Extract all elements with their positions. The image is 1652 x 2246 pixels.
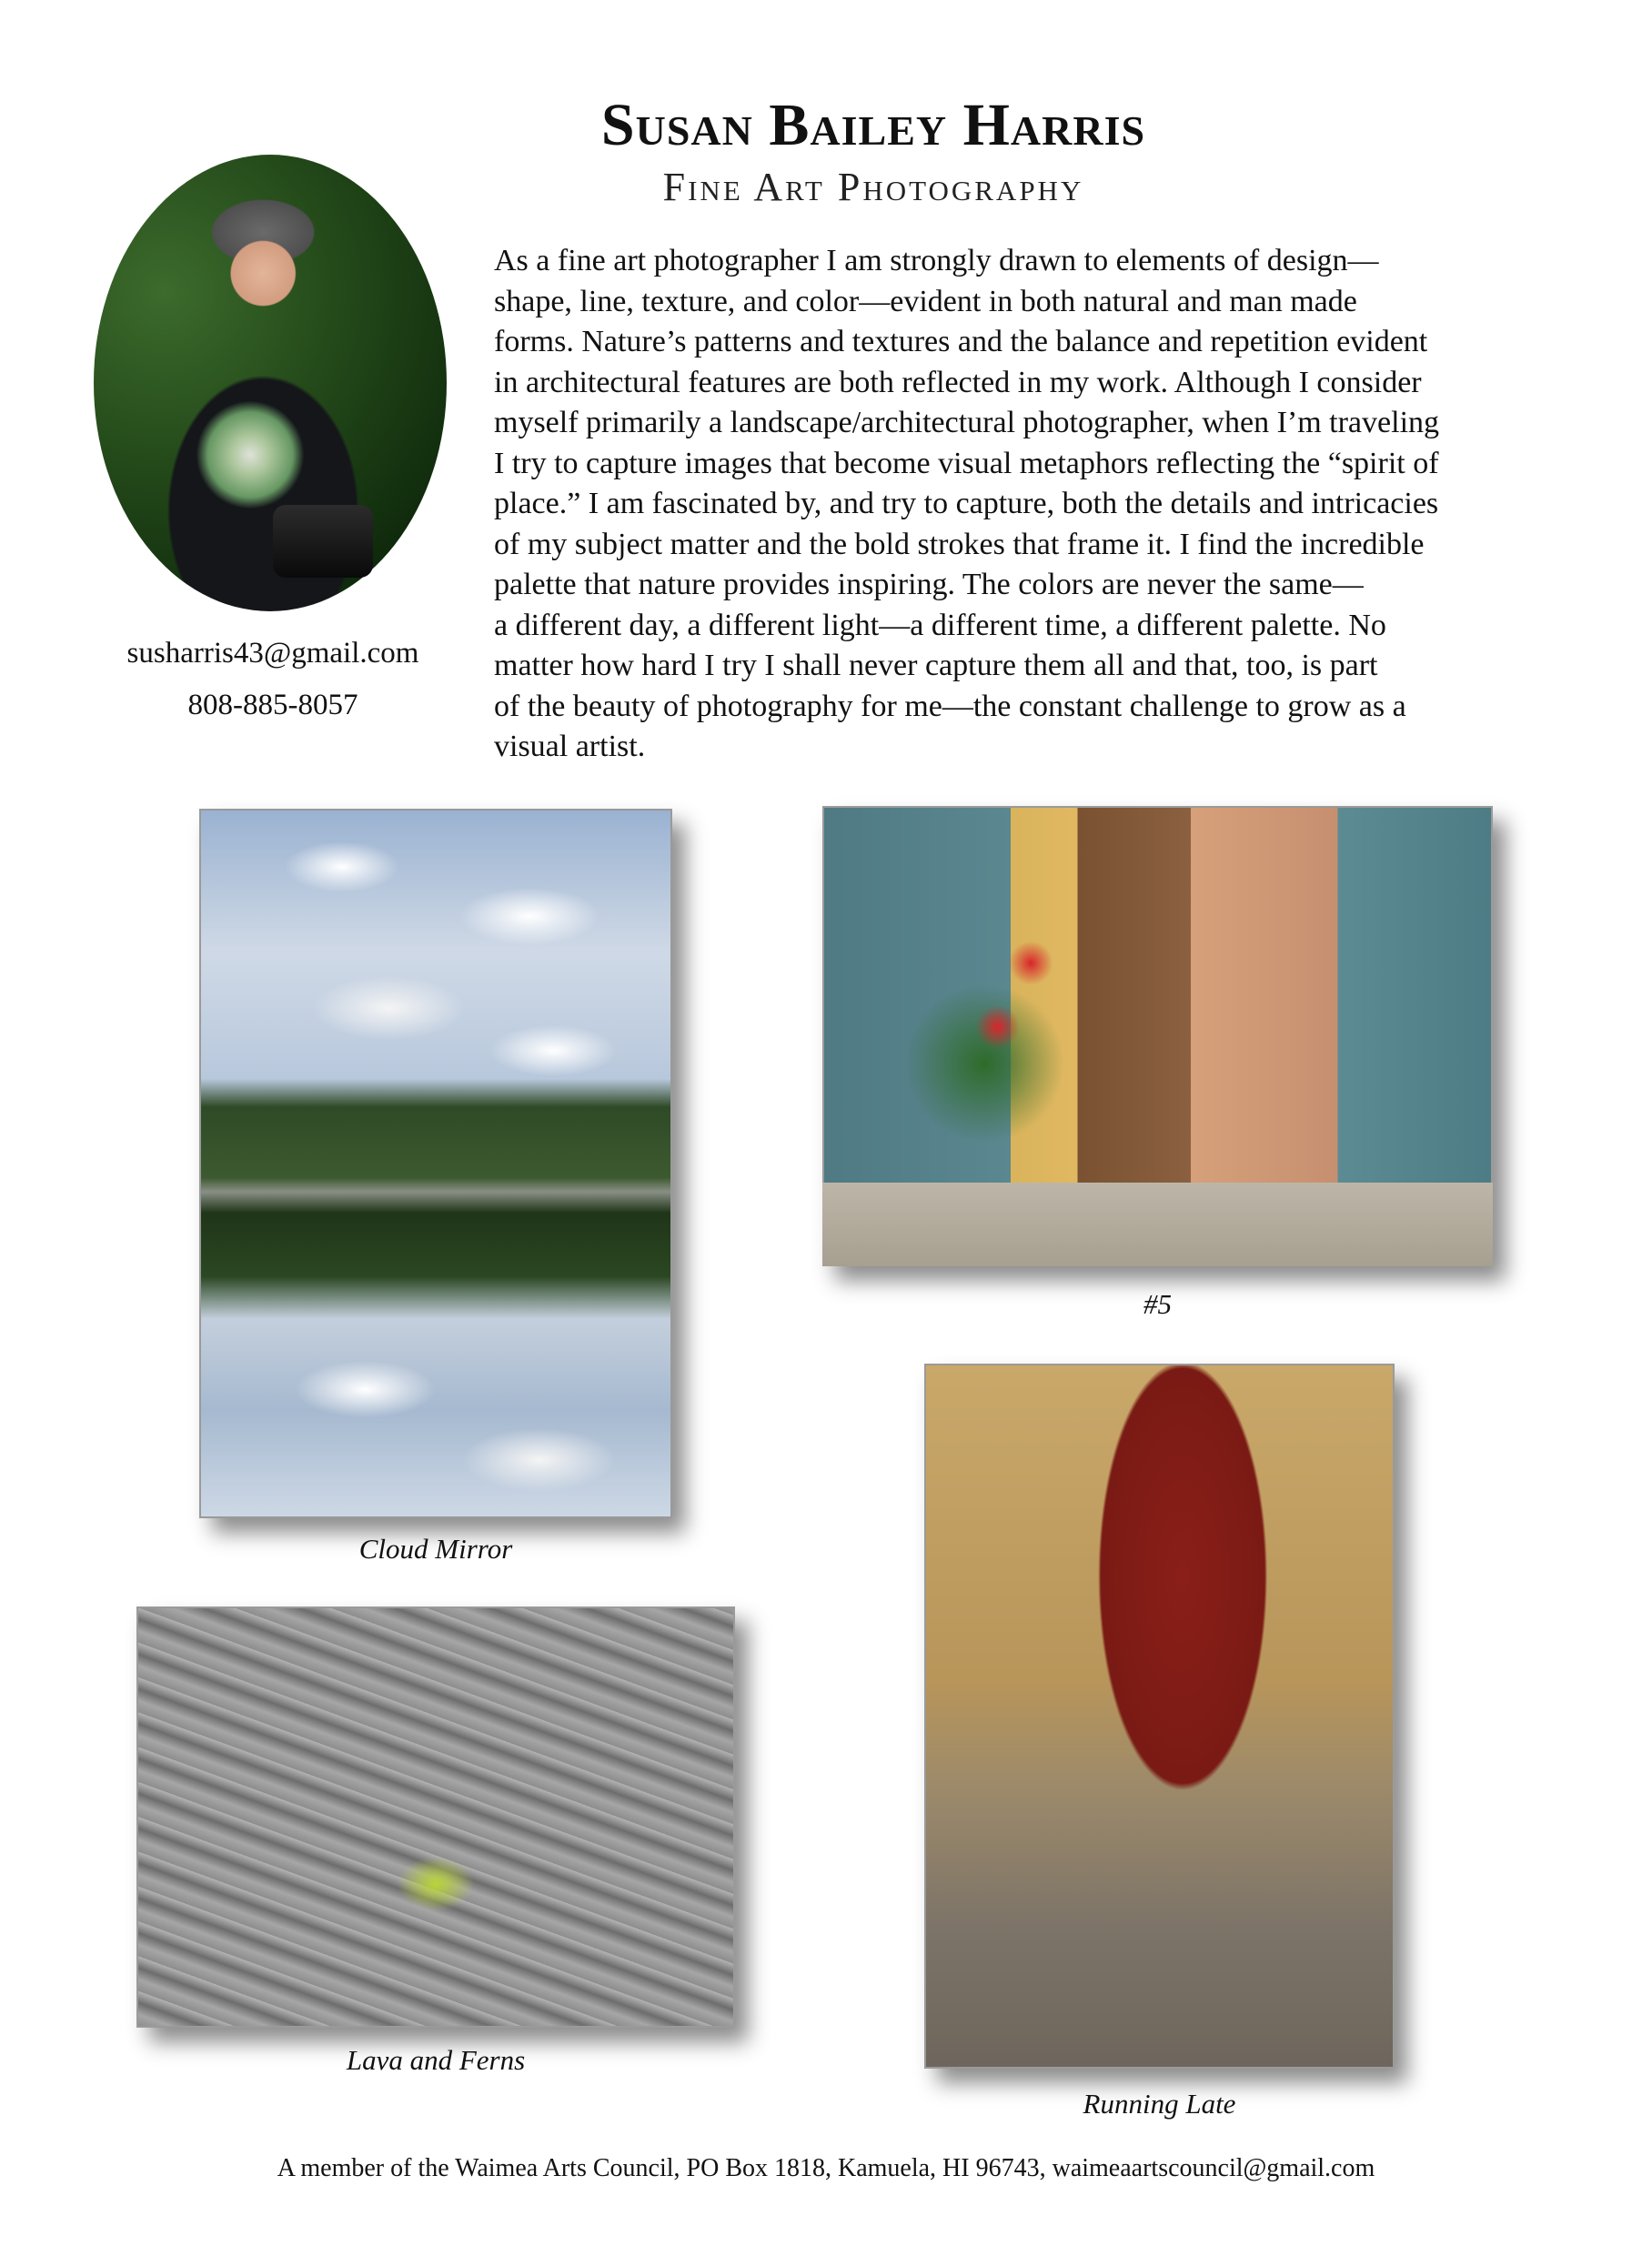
artist-subtitle: Fine Art Photography	[662, 165, 1084, 209]
statement-line: myself primarily a landscape/architectural photographer, when I’m traveling	[494, 406, 1440, 439]
caption-lava-ferns: Lava and Ferns	[346, 2044, 526, 2076]
statement-line: forms. Nature’s patterns and textures and the balance and repetition evident	[494, 325, 1428, 358]
statement-line: shape, line, texture, and color—evident in both natural and man made	[494, 284, 1357, 318]
statement-line: palette that nature provides inspiring. The colors are never the same—	[494, 568, 1364, 601]
statement-line: visual artist.	[494, 730, 646, 763]
statement-line: matter how hard I try I shall never capture them all and that, too, is part	[494, 649, 1378, 682]
statement-line: of my subject matter and the bold strokes that frame it. I find the incredible	[494, 527, 1425, 561]
photo-door-5-ground	[822, 1183, 1493, 1266]
artist-statement	[494, 241, 1526, 768]
photo-cloud-mirror	[199, 809, 672, 1518]
portrait-shirt-motif	[196, 400, 305, 509]
footer-membership: A member of the Waimea Arts Council, PO Box 1818, Kamuela, HI 96743, waimeaartscouncil@gmail.com	[277, 2154, 1375, 2182]
statement-line: As a fine art photographer I am strongly drawn to elements of design—	[494, 244, 1379, 277]
photo-lava-ferns	[136, 1606, 735, 2028]
artist-name-title: Susan Bailey Harris	[600, 92, 1146, 158]
artist-portrait	[94, 155, 447, 611]
caption-door-5: #5	[1143, 1288, 1172, 1320]
caption-running-late: Running Late	[1083, 2088, 1236, 2120]
statement-line: in architectural features are both reflected in my work. Although I consider	[494, 365, 1422, 399]
portrait-camera	[273, 505, 373, 578]
statement-line: of the beauty of photography for me—the constant challenge to grow as a	[494, 689, 1406, 723]
statement-line: a different day, a different light—a different time, a different palette. No	[494, 608, 1386, 642]
statement-line: place.” I am fascinated by, and try to capture, both the details and intricacies	[494, 487, 1439, 520]
statement-line: I try to capture images that become visual metaphors reflecting the “spirit of	[494, 446, 1439, 480]
photo-running-late	[924, 1364, 1395, 2069]
contact-phone: 808-885-8057	[187, 689, 358, 721]
caption-cloud-mirror: Cloud Mirror	[358, 1533, 513, 1565]
contact-email[interactable]: susharris43@gmail.com	[126, 637, 419, 670]
